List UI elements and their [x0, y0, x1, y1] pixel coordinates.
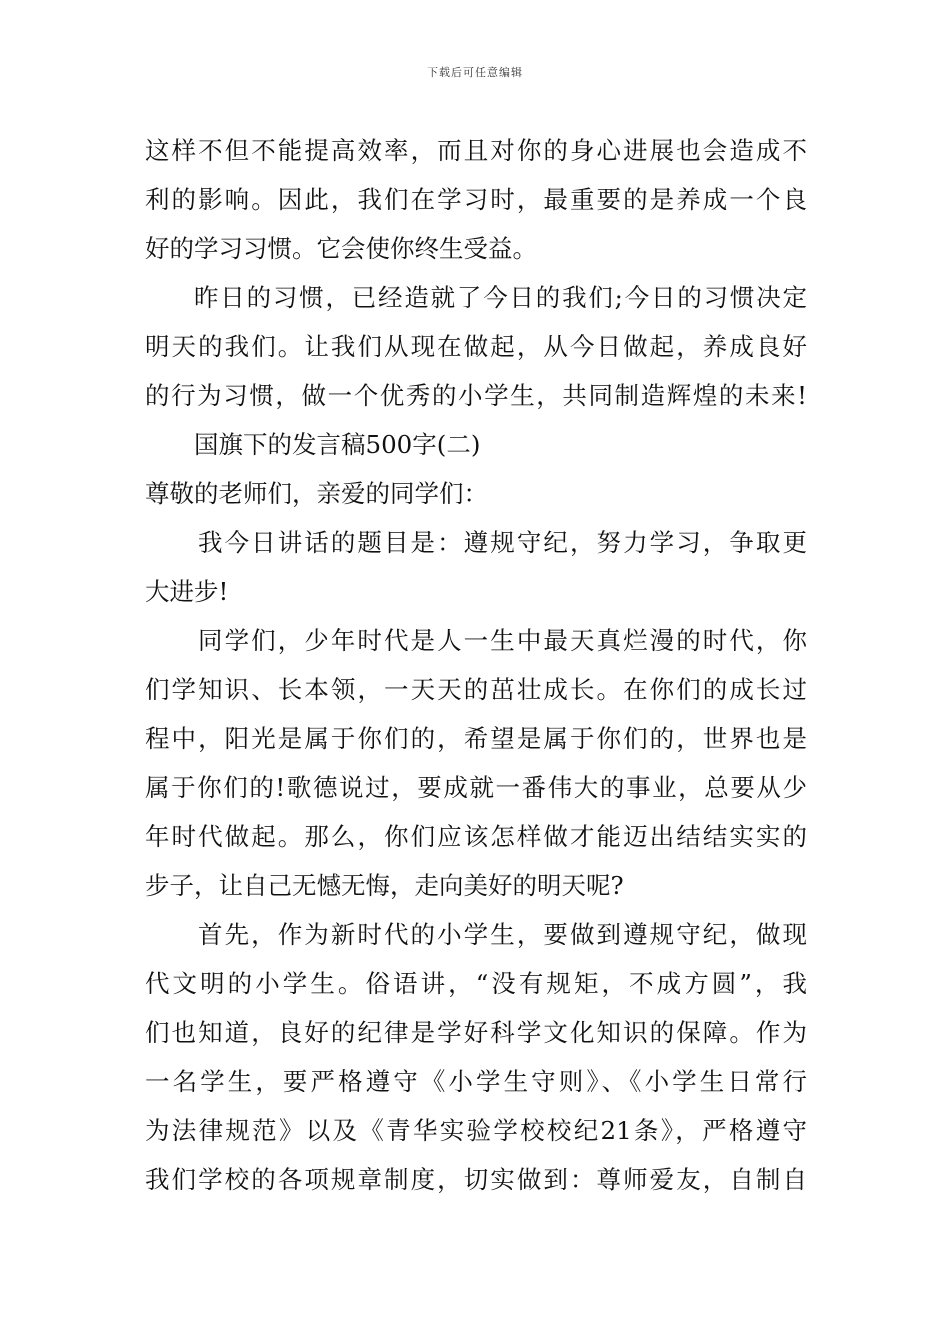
- text-line: 我今日讲话的题目是：遵规守纪，努力学习，争取更: [198, 528, 807, 557]
- page-header: 下载后可任意编辑: [427, 66, 523, 79]
- text-line: 代文明的小学生。俗语讲，“没有规矩，不成方圆”，我: [145, 969, 807, 998]
- text-line: 为法律规范》以及《青华实验学校校纪21条》，严格遵守: [145, 1116, 807, 1145]
- text-line: 年时代做起。那么，你们应该怎样做才能迈出结结实实的: [145, 822, 807, 851]
- text-line: 一名学生，要严格遵守《小学生守则》、《小学生日常行: [145, 1067, 807, 1096]
- text-line: 们学知识、长本领，一天天的茁壮成长。在你们的成长过: [145, 675, 807, 704]
- salutation: 尊敬的老师们，亲爱的同学们：: [145, 479, 488, 508]
- text-line: 属于你们的!歌德说过，要成就一番伟大的事业，总要从少: [145, 773, 807, 802]
- text-line: 的行为习惯，做一个优秀的小学生，共同制造辉煌的未来!: [145, 381, 807, 410]
- text-line: 好的学习习惯。它会使你终生受益。: [145, 234, 537, 263]
- document-body: [145, 126, 807, 1204]
- text-line: 昨日的习惯，已经造就了今日的我们;今日的习惯决定: [194, 283, 807, 312]
- section-title: 国旗下的发言稿500字(二): [194, 430, 481, 459]
- text-line: 利的影响。因此，我们在学习时，最重要的是养成一个良: [145, 185, 807, 214]
- text-line: 同学们，少年时代是人一生中最天真烂漫的时代，你: [198, 626, 807, 655]
- text-line: 大进步!: [145, 577, 229, 606]
- text-line: 步子，让自己无憾无悔，走向美好的明天呢?: [145, 871, 624, 900]
- text-line: 们也知道，良好的纪律是学好科学文化知识的保障。作为: [145, 1018, 807, 1047]
- text-line: 程中，阳光是属于你们的，希望是属于你们的，世界也是: [145, 724, 807, 753]
- text-line: 我们学校的各项规章制度，切实做到：尊师爱友，自制自: [145, 1165, 807, 1194]
- text-line: 明天的我们。让我们从现在做起，从今日做起，养成良好: [145, 332, 807, 361]
- text-line: 首先，作为新时代的小学生，要做到遵规守纪，做现: [198, 920, 807, 949]
- text-line: 这样不但不能提高效率，而且对你的身心进展也会造成不: [145, 136, 807, 165]
